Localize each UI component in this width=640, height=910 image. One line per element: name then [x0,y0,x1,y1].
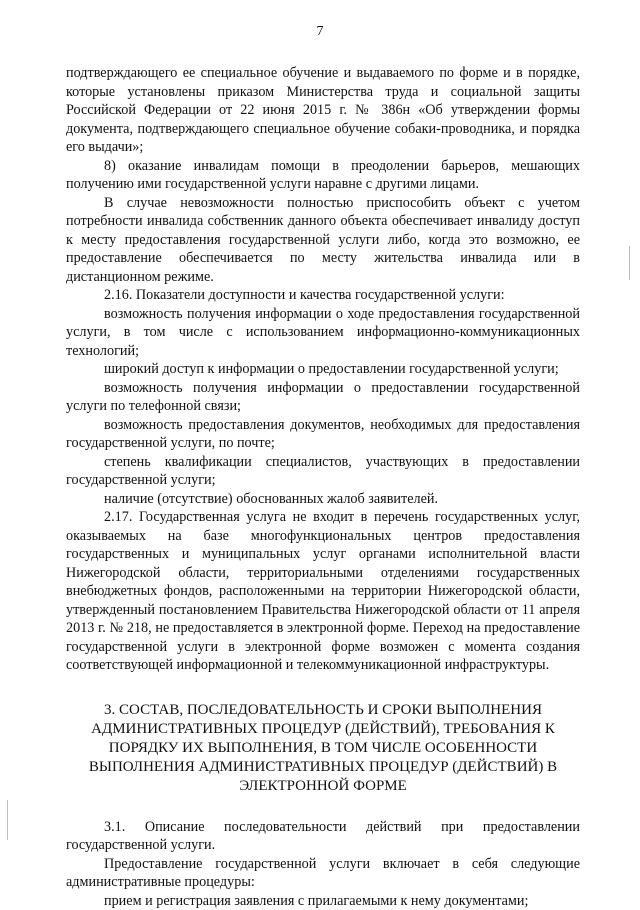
paragraph: возможность предоставления документов, необходимых для предоставления государственной услуги, по почте; [66,416,580,453]
paragraph: широкий доступ к информации о предоставлении государственной услуги; [66,360,580,379]
paragraph: степень квалификации специалистов, участвующих в предоставлении государственной услуги; [66,453,580,490]
paragraph: возможность получения информации о ходе предоставления государственной услуги, в том числе с использованием информационно-коммуникационных технологий; [66,305,580,361]
paragraph: прием и регистрация заявления с прилагаемыми к нему документами; [66,892,580,910]
paragraph: возможность получения информации о предоставлении государственной услуги по телефонной связи; [66,379,580,416]
page-number: 7 [0,24,640,40]
paragraph: Предоставление государственной услуги включает в себя следующие административные процедуры: [66,855,580,892]
paragraphs-after [66,818,580,910]
paragraph: наличие (отсутствие) обоснованных жалоб заявителей. [66,490,580,509]
paragraphs-before [66,64,580,675]
paragraph: подтверждающего ее специальное обучение и выдаваемого по форме и в порядке, которые установлены приказом Министерства труда и социальной защиты Российской Федерации от 22 июня 2015 г. № 386н «Об утверждении формы документа, подтверждающего специальное обучение собаки-проводника, и порядка его выдачи»; [66,64,580,157]
scan-edge-mark-right [629,246,630,280]
section-heading: 3. СОСТАВ, ПОСЛЕДОВАТЕЛЬНОСТЬ И СРОКИ ВЫПОЛНЕНИЯ АДМИНИСТРАТИВНЫХ ПРОЦЕДУР (ДЕЙСТВИЙ), ТРЕБОВАНИЯ К ПОРЯДКУ ИХ ВЫПОЛНЕНИЯ, В ТОМ ЧИСЛЕ ОСОБЕННОСТИ ВЫПОЛНЕНИЯ АДМИНИСТРАТИВНЫХ ПРОЦЕДУР (ДЕЙСТВИЙ) В ЭЛЕКТРОННОЙ ФОРМЕ [84,701,562,796]
paragraph: 2.16. Показатели доступности и качества государственной услуги: [66,286,580,305]
paragraph: 8) оказание инвалидам помощи в преодолении барьеров, мешающих получению ими государственной услуги наравне с другими лицами. [66,157,580,194]
paragraph: 3.1. Описание последовательности действий при предоставлении государственной услуги. [66,818,580,855]
paragraph: 2.17. Государственная услуга не входит в перечень государственных услуг, оказываемых на базе многофункциональных центров предоставления государственных и муниципальных услуг органами исполнительной власти Нижегородской области, территориальными отделениями государственных внебюджетных фондов, расположенными на территории Нижегородской области, утвержденный постановлением Правительства Нижегородской области от 11 апреля 2013 г. № 218, не предоставляется в электронной форме. Переход на предоставление государственной услуги в электронной форме возможен с момента создания соответствующей информационной и телекоммуникационной инфраструктуры. [66,508,580,675]
document-body [66,64,580,910]
paragraph: В случае невозможности полностью приспособить объект с учетом потребности инвалида собственник данного объекта обеспечивает инвалиду доступ к месту предоставления государственной услуги либо, когда это возможно, ее предоставление обеспечивается по месту жительства инвалида или в дистанционном режиме. [66,194,580,287]
scan-edge-mark-left [7,800,8,840]
